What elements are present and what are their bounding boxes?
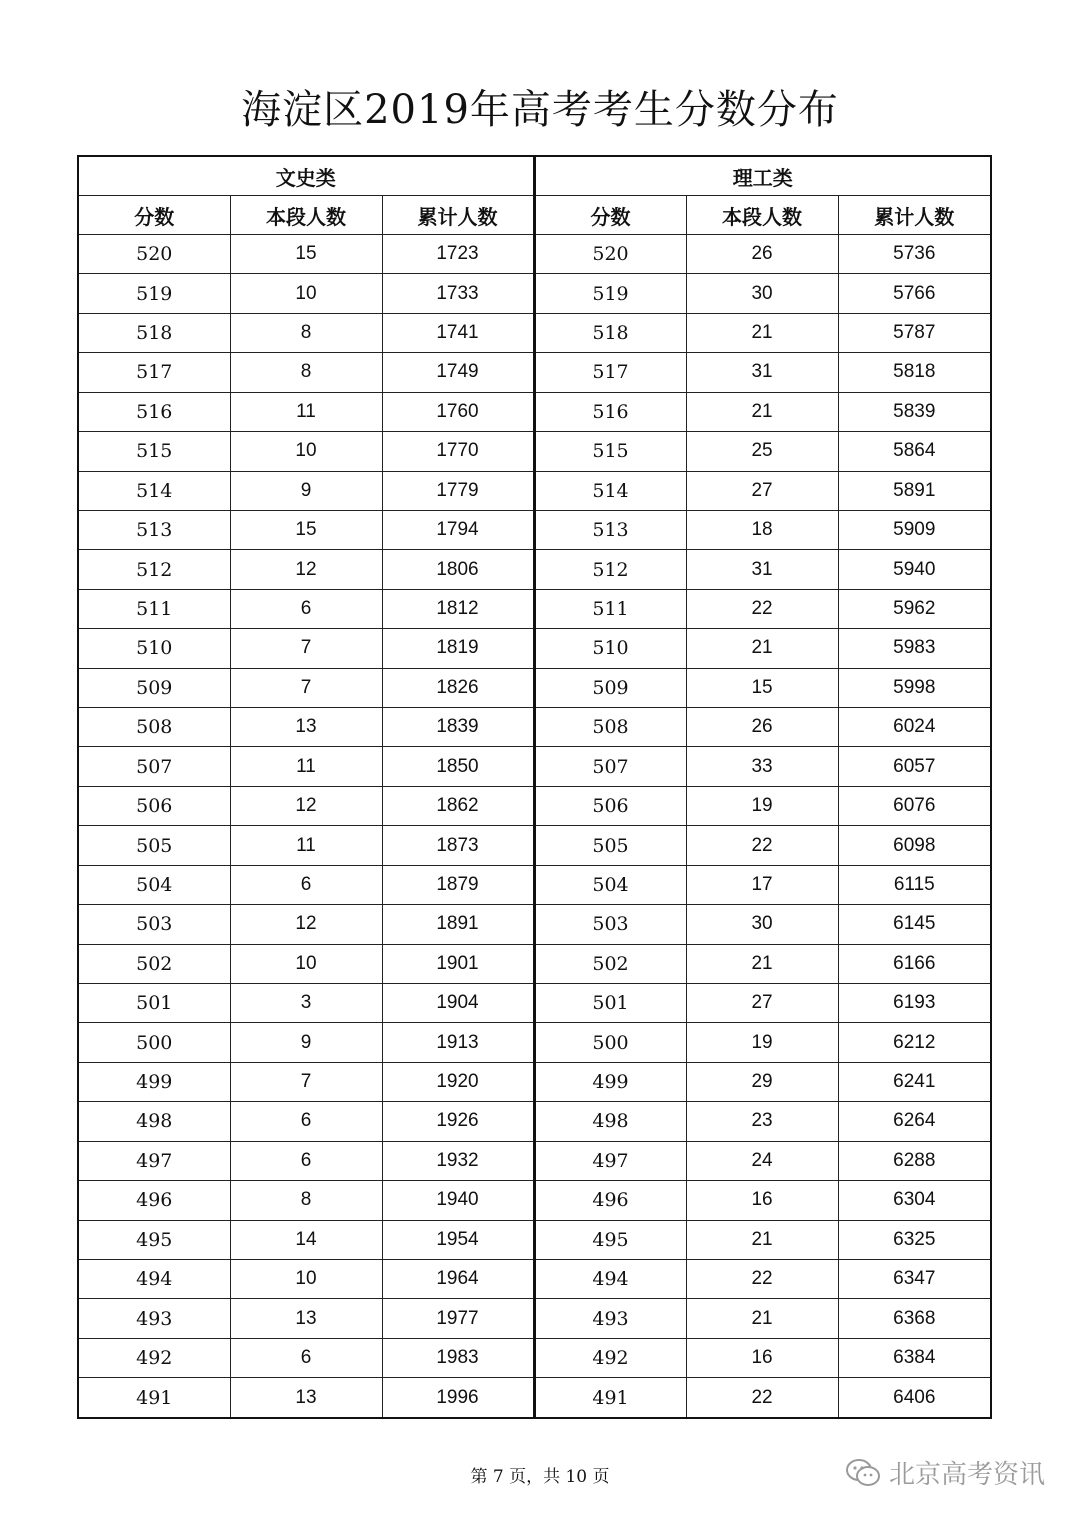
cumulative-cell: 1741: [382, 313, 534, 352]
count-cell: 8: [230, 353, 382, 392]
table-row: [78, 905, 991, 944]
cumulative-cell: 5983: [838, 629, 991, 668]
score-cell: 515: [78, 432, 230, 471]
count-cell: 23: [686, 1102, 838, 1141]
score-cell: 516: [534, 392, 686, 431]
cumulative-cell: 1873: [382, 826, 534, 865]
score-cell: 504: [534, 865, 686, 904]
table-row: [78, 1338, 991, 1377]
count-cell: 31: [686, 550, 838, 589]
count-cell: 11: [230, 392, 382, 431]
score-cell: 506: [78, 786, 230, 825]
score-cell: 504: [78, 865, 230, 904]
score-cell: 496: [78, 1181, 230, 1220]
score-cell: 512: [78, 550, 230, 589]
cumulative-cell: 1806: [382, 550, 534, 589]
count-cell: 13: [230, 708, 382, 747]
count-cell: 16: [686, 1338, 838, 1377]
cumulative-cell: 1779: [382, 471, 534, 510]
cumulative-cell: 6368: [838, 1299, 991, 1338]
cumulative-cell: 5909: [838, 510, 991, 549]
score-cell: 498: [534, 1102, 686, 1141]
cumulative-cell: 1733: [382, 274, 534, 313]
count-cell: 15: [230, 510, 382, 549]
column-header-cumulative: 累计人数: [382, 196, 534, 235]
count-cell: 16: [686, 1181, 838, 1220]
score-cell: 507: [78, 747, 230, 786]
table-row: [78, 1102, 991, 1141]
count-cell: 19: [686, 786, 838, 825]
count-cell: 7: [230, 668, 382, 707]
cumulative-cell: 6325: [838, 1220, 991, 1259]
group-header-row: [78, 156, 991, 196]
count-cell: 8: [230, 313, 382, 352]
table-row: [78, 550, 991, 589]
count-cell: 22: [686, 1378, 838, 1418]
count-cell: 26: [686, 708, 838, 747]
score-cell: 508: [534, 708, 686, 747]
table-row: [78, 1378, 991, 1418]
score-cell: 515: [534, 432, 686, 471]
count-cell: 26: [686, 235, 838, 274]
table-row: [78, 747, 991, 786]
cumulative-cell: 1862: [382, 786, 534, 825]
score-cell: 493: [534, 1299, 686, 1338]
cumulative-cell: 1977: [382, 1299, 534, 1338]
count-cell: 6: [230, 1141, 382, 1180]
count-cell: 21: [686, 629, 838, 668]
count-cell: 21: [686, 944, 838, 983]
cumulative-cell: 6384: [838, 1338, 991, 1377]
count-cell: 33: [686, 747, 838, 786]
cumulative-cell: 1760: [382, 392, 534, 431]
count-cell: 9: [230, 471, 382, 510]
count-cell: 22: [686, 1259, 838, 1298]
table-row: [78, 944, 991, 983]
score-cell: 500: [78, 1023, 230, 1062]
count-cell: 27: [686, 984, 838, 1023]
cumulative-cell: 1964: [382, 1259, 534, 1298]
cumulative-cell: 6057: [838, 747, 991, 786]
score-cell: 509: [78, 668, 230, 707]
table-row: [78, 865, 991, 904]
table-row: [78, 432, 991, 471]
score-cell: 495: [534, 1220, 686, 1259]
score-cell: 496: [534, 1181, 686, 1220]
count-cell: 9: [230, 1023, 382, 1062]
cumulative-cell: 1891: [382, 905, 534, 944]
count-cell: 7: [230, 629, 382, 668]
score-cell: 491: [534, 1378, 686, 1418]
page-title: 海淀区2019年高考考生分数分布: [241, 87, 839, 133]
score-cell: 503: [78, 905, 230, 944]
count-cell: 11: [230, 747, 382, 786]
column-header-score: 分数: [78, 196, 230, 235]
count-cell: 21: [686, 313, 838, 352]
table-row: [78, 274, 991, 313]
cumulative-cell: 1996: [382, 1378, 534, 1418]
count-cell: 15: [230, 235, 382, 274]
score-distribution-table: [77, 155, 992, 1419]
count-cell: 11: [230, 826, 382, 865]
score-cell: 499: [534, 1062, 686, 1101]
cumulative-cell: 5787: [838, 313, 991, 352]
score-cell: 513: [78, 510, 230, 549]
score-cell: 518: [78, 313, 230, 352]
count-cell: 10: [230, 1259, 382, 1298]
watermark: [845, 1454, 1045, 1491]
cumulative-cell: 1826: [382, 668, 534, 707]
count-cell: 6: [230, 1338, 382, 1377]
score-cell: 498: [78, 1102, 230, 1141]
count-cell: 22: [686, 589, 838, 628]
score-cell: 506: [534, 786, 686, 825]
score-cell: 493: [78, 1299, 230, 1338]
count-cell: 19: [686, 1023, 838, 1062]
cumulative-cell: 6406: [838, 1378, 991, 1418]
cumulative-cell: 1839: [382, 708, 534, 747]
table-row: [78, 668, 991, 707]
count-cell: 12: [230, 905, 382, 944]
cumulative-cell: 1940: [382, 1181, 534, 1220]
table-row: [78, 708, 991, 747]
cumulative-cell: 6241: [838, 1062, 991, 1101]
table-row: [78, 392, 991, 431]
table-row: [78, 589, 991, 628]
score-cell: 501: [534, 984, 686, 1023]
cumulative-cell: 5864: [838, 432, 991, 471]
cumulative-cell: 6264: [838, 1102, 991, 1141]
cumulative-cell: 6098: [838, 826, 991, 865]
cumulative-cell: 1983: [382, 1338, 534, 1377]
cumulative-cell: 5736: [838, 235, 991, 274]
cumulative-cell: 1812: [382, 589, 534, 628]
cumulative-cell: 6193: [838, 984, 991, 1023]
count-cell: 14: [230, 1220, 382, 1259]
cumulative-cell: 5891: [838, 471, 991, 510]
score-cell: 497: [534, 1141, 686, 1180]
cumulative-cell: 6024: [838, 708, 991, 747]
cumulative-cell: 1954: [382, 1220, 534, 1259]
count-cell: 30: [686, 905, 838, 944]
score-cell: 514: [78, 471, 230, 510]
cumulative-cell: 1850: [382, 747, 534, 786]
count-cell: 17: [686, 865, 838, 904]
score-cell: 497: [78, 1141, 230, 1180]
column-header-cumulative: 累计人数: [838, 196, 991, 235]
page-footer: 第 7 页，共 10 页: [470, 1467, 610, 1487]
count-cell: 31: [686, 353, 838, 392]
count-cell: 21: [686, 1299, 838, 1338]
cumulative-cell: 1926: [382, 1102, 534, 1141]
score-cell: 499: [78, 1062, 230, 1101]
table-row: [78, 353, 991, 392]
count-cell: 13: [230, 1299, 382, 1338]
cumulative-cell: 1913: [382, 1023, 534, 1062]
cumulative-cell: 6145: [838, 905, 991, 944]
table-row: [78, 984, 991, 1023]
score-cell: 510: [534, 629, 686, 668]
count-cell: 21: [686, 392, 838, 431]
table-row: [78, 1062, 991, 1101]
table-row: [78, 313, 991, 352]
cumulative-cell: 5962: [838, 589, 991, 628]
score-cell: 505: [78, 826, 230, 865]
count-cell: 6: [230, 589, 382, 628]
count-cell: 24: [686, 1141, 838, 1180]
score-cell: 502: [534, 944, 686, 983]
group-header-science: 理工类: [534, 156, 991, 196]
table-row: [78, 471, 991, 510]
score-cell: 519: [534, 274, 686, 313]
score-cell: 518: [534, 313, 686, 352]
count-cell: 12: [230, 550, 382, 589]
cumulative-cell: 6076: [838, 786, 991, 825]
count-cell: 6: [230, 1102, 382, 1141]
count-cell: 18: [686, 510, 838, 549]
score-cell: 513: [534, 510, 686, 549]
count-cell: 21: [686, 1220, 838, 1259]
column-header-count: 本段人数: [686, 196, 838, 235]
cumulative-cell: 1749: [382, 353, 534, 392]
column-header-score: 分数: [534, 196, 686, 235]
table-row: [78, 1259, 991, 1298]
score-cell: 501: [78, 984, 230, 1023]
count-cell: 7: [230, 1062, 382, 1101]
column-header-count: 本段人数: [230, 196, 382, 235]
table-row: [78, 235, 991, 274]
score-cell: 491: [78, 1378, 230, 1418]
cumulative-cell: 1920: [382, 1062, 534, 1101]
score-cell: 519: [78, 274, 230, 313]
score-cell: 510: [78, 629, 230, 668]
score-cell: 517: [78, 353, 230, 392]
count-cell: 10: [230, 274, 382, 313]
count-cell: 13: [230, 1378, 382, 1418]
count-cell: 12: [230, 786, 382, 825]
count-cell: 6: [230, 865, 382, 904]
cumulative-cell: 5940: [838, 550, 991, 589]
count-cell: 27: [686, 471, 838, 510]
cumulative-cell: 1904: [382, 984, 534, 1023]
cumulative-cell: 5998: [838, 668, 991, 707]
cumulative-cell: 1879: [382, 865, 534, 904]
cumulative-cell: 6115: [838, 865, 991, 904]
count-cell: 22: [686, 826, 838, 865]
table-row: [78, 1299, 991, 1338]
score-cell: 509: [534, 668, 686, 707]
table-row: [78, 1220, 991, 1259]
score-cell: 495: [78, 1220, 230, 1259]
cumulative-cell: 5766: [838, 274, 991, 313]
table-row: [78, 1181, 991, 1220]
wechat-icon: [845, 1458, 881, 1488]
count-cell: 8: [230, 1181, 382, 1220]
table-body: [78, 235, 991, 1419]
cumulative-cell: 6288: [838, 1141, 991, 1180]
table-row: [78, 629, 991, 668]
count-cell: 25: [686, 432, 838, 471]
count-cell: 29: [686, 1062, 838, 1101]
count-cell: 3: [230, 984, 382, 1023]
count-cell: 15: [686, 668, 838, 707]
cumulative-cell: 1932: [382, 1141, 534, 1180]
cumulative-cell: 1723: [382, 235, 534, 274]
cumulative-cell: 1819: [382, 629, 534, 668]
score-cell: 514: [534, 471, 686, 510]
score-cell: 502: [78, 944, 230, 983]
score-cell: 517: [534, 353, 686, 392]
score-cell: 511: [78, 589, 230, 628]
score-cell: 511: [534, 589, 686, 628]
cumulative-cell: 5839: [838, 392, 991, 431]
count-cell: 30: [686, 274, 838, 313]
score-cell: 500: [534, 1023, 686, 1062]
cumulative-cell: 5818: [838, 353, 991, 392]
score-cell: 507: [534, 747, 686, 786]
score-cell: 492: [534, 1338, 686, 1377]
count-cell: 10: [230, 432, 382, 471]
score-cell: 520: [534, 235, 686, 274]
score-cell: 494: [78, 1259, 230, 1298]
score-cell: 503: [534, 905, 686, 944]
watermark-text: 北京高考资讯: [888, 1460, 1045, 1490]
cumulative-cell: 6166: [838, 944, 991, 983]
table-row: [78, 786, 991, 825]
cumulative-cell: 6347: [838, 1259, 991, 1298]
score-cell: 508: [78, 708, 230, 747]
score-cell: 505: [534, 826, 686, 865]
cumulative-cell: 6212: [838, 1023, 991, 1062]
table-row: [78, 1023, 991, 1062]
cumulative-cell: 1901: [382, 944, 534, 983]
score-cell: 494: [534, 1259, 686, 1298]
score-cell: 520: [78, 235, 230, 274]
score-cell: 492: [78, 1338, 230, 1377]
count-cell: 10: [230, 944, 382, 983]
table-row: [78, 826, 991, 865]
group-header-liberal-arts: 文史类: [78, 156, 534, 196]
cumulative-cell: 1794: [382, 510, 534, 549]
score-cell: 516: [78, 392, 230, 431]
cumulative-cell: 6304: [838, 1181, 991, 1220]
table-row: [78, 510, 991, 549]
score-cell: 512: [534, 550, 686, 589]
column-header-row: [78, 196, 991, 235]
table-row: [78, 1141, 991, 1180]
cumulative-cell: 1770: [382, 432, 534, 471]
